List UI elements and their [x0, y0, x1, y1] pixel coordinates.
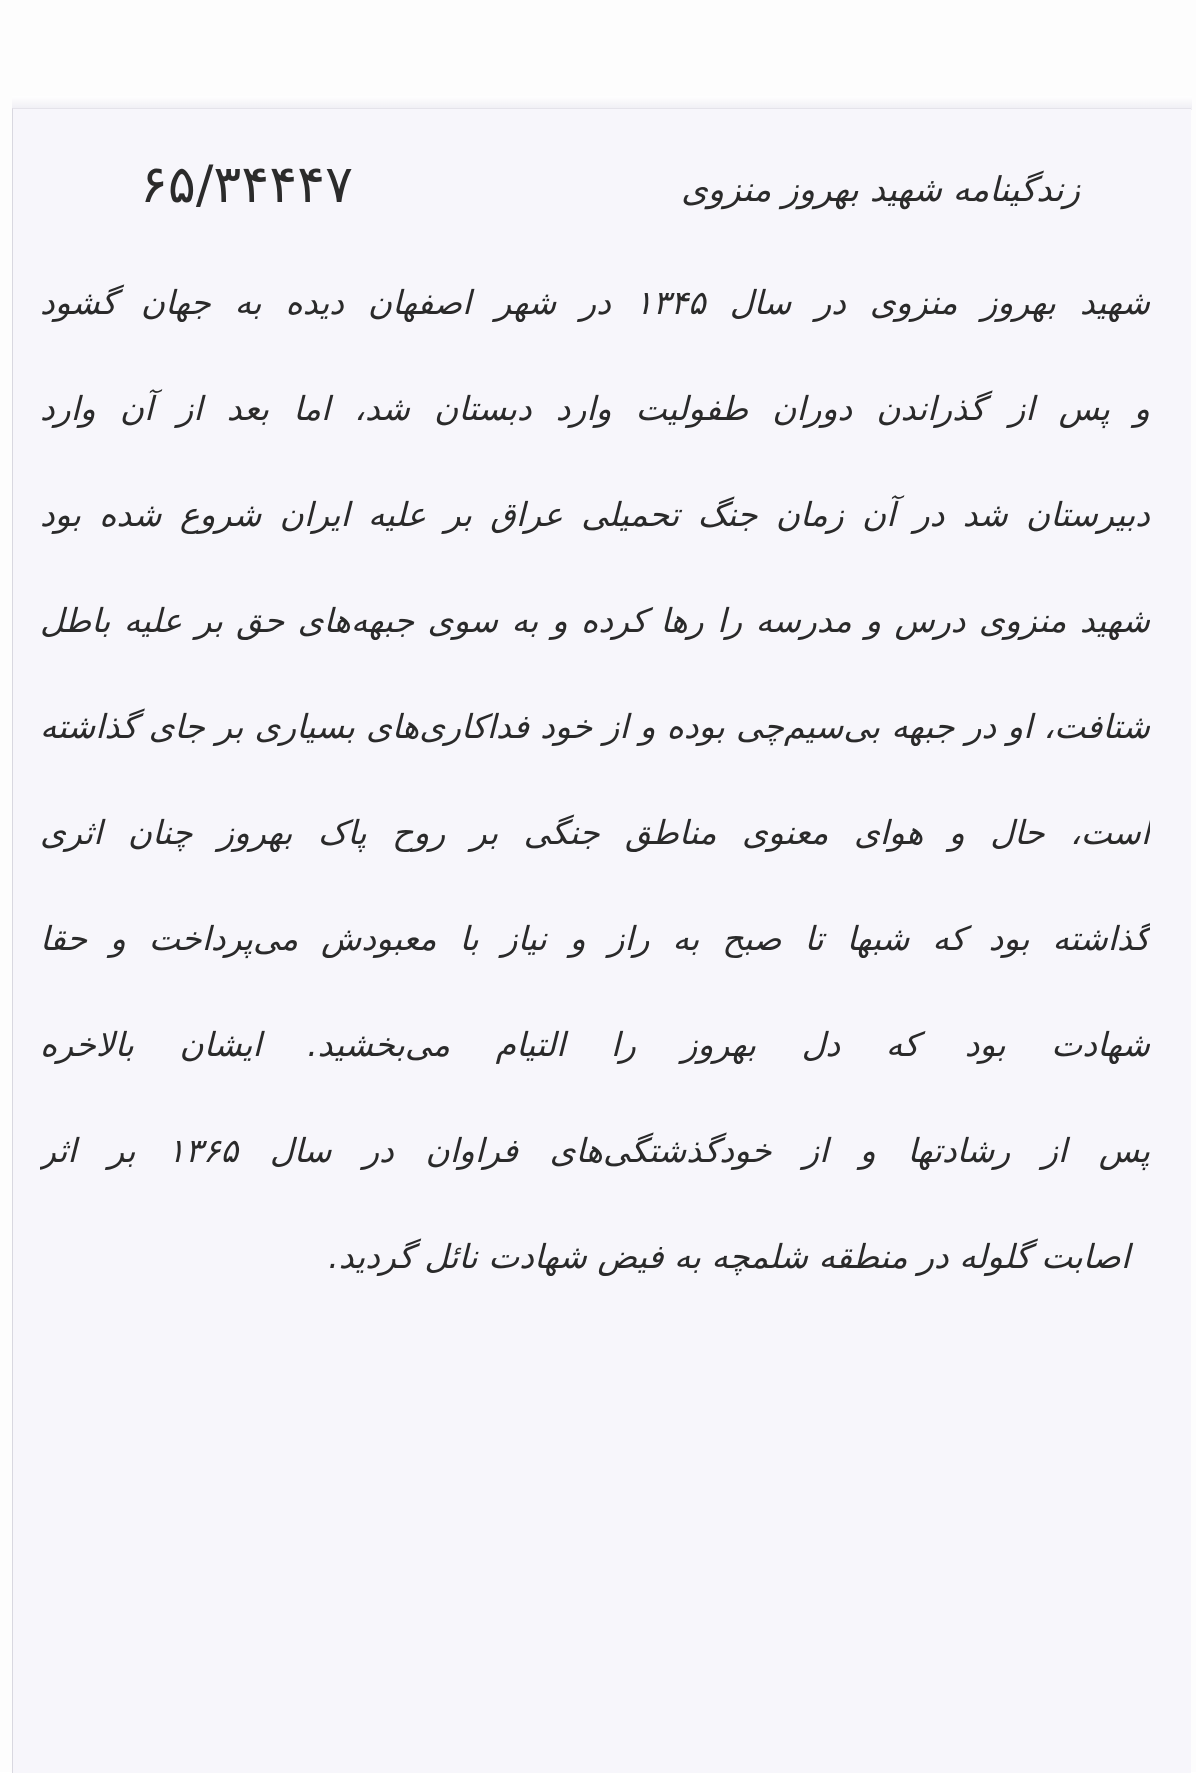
text-line-4: شهید منزوی درس و مدرسه را رها کرده و به سوی جبهه‌های حق بر علیه باطل [40, 601, 1150, 640]
text-line-5: شتافت، او در جبهه بی‌سیم‌چی بوده و از خود فداکاری‌های بسیاری بر جای گذاشته [40, 707, 1150, 746]
document-number: ۶۵/۳۴۴۴۷ [140, 155, 354, 215]
text-line-6: است، حال و هوای معنوی مناطق جنگی بر روح پاک بهروز چنان اثری [40, 813, 1150, 852]
text-line-2: و پس از گذراندن دوران طفولیت وارد دبستان شد، اما بعد از آن وارد [40, 389, 1150, 428]
biography-body [40, 250, 1150, 1310]
text-line-10: اصابت گلوله در منطقه شلمچه به فیض شهادت نائل گردید. [328, 1237, 1130, 1276]
text-line-9: پس از رشادتها و از خودگذشتگی‌های فراوان در سال ۱۳۶۵ بر اثر [40, 1131, 1150, 1170]
document-title: زندگینامه شهید بهروز منزوی [681, 170, 1080, 210]
text-line-1: شهید بهروز منزوی در سال ۱۳۴۵ در شهر اصفهان دیده به جهان گشود [40, 283, 1150, 322]
text-line-3: دبیرستان شد در آن زمان جنگ تحمیلی عراق بر علیه ایران شروع شده بود [40, 495, 1150, 534]
text-line-7: گذاشته بود که شبها تا صبح به راز و نیاز با معبودش می‌پرداخت و حقا [40, 919, 1150, 958]
text-line-8: شهادت بود که دل بهروز را التیام می‌بخشید. ایشان بالاخره [40, 1025, 1150, 1064]
